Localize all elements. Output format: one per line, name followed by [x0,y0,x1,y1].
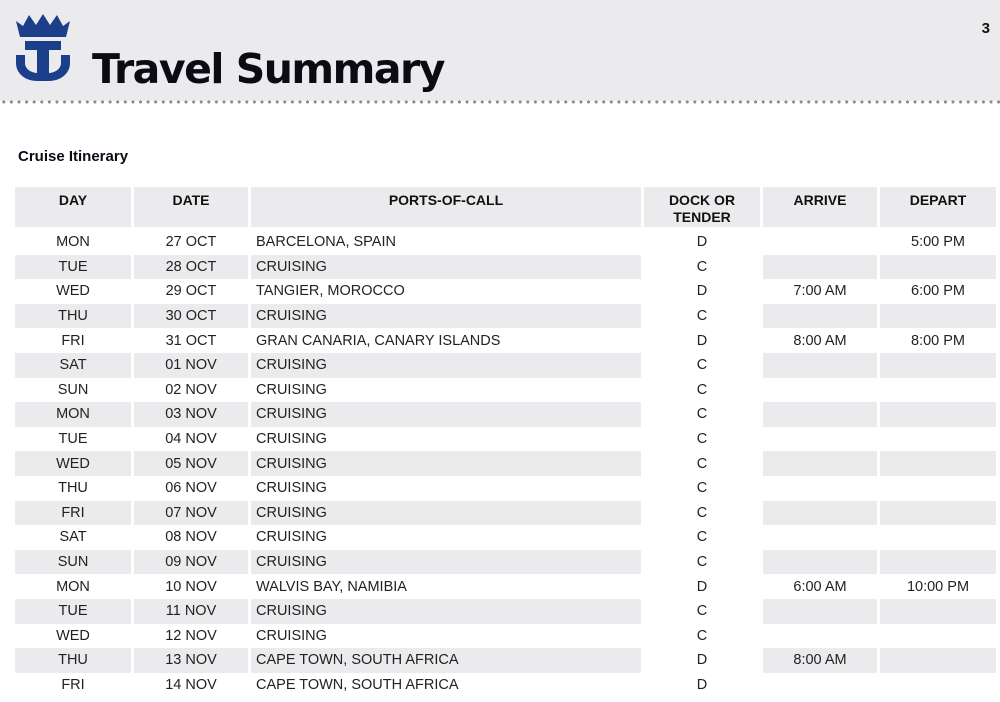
cell-dock: D [644,574,760,599]
table-row [15,328,996,353]
cell-day: MON [15,402,131,427]
cell-arrive [763,230,877,255]
cell-arrive [763,673,877,698]
column-header-day: DAY [15,187,131,230]
cell-dock: C [644,525,760,550]
cell-dock: C [644,599,760,624]
cell-arrive [763,353,877,378]
column-header-ports-of-call: PORTS-OF-CALL [251,187,641,230]
crown-anchor-logo [14,13,72,83]
table-row [15,353,996,378]
table-header-row [15,187,996,230]
table-row [15,255,996,280]
cell-arrive [763,255,877,280]
table-row [15,550,996,575]
cell-arrive: 7:00 AM [763,279,877,304]
cell-day: WED [15,624,131,649]
cell-depart [880,599,996,624]
cell-date: 03 NOV [134,402,248,427]
cell-date: 07 NOV [134,501,248,526]
cell-port: CRUISING [251,624,641,649]
table-row [15,574,996,599]
cell-depart [880,501,996,526]
cell-port: CRUISING [251,501,641,526]
cell-depart: 6:00 PM [880,279,996,304]
cell-depart [880,550,996,575]
cell-date: 10 NOV [134,574,248,599]
cell-dock: C [644,378,760,403]
page-title: Travel Summary [92,45,444,93]
column-header-dock-or-tender: DOCK OR TENDER [644,187,760,230]
cell-date: 05 NOV [134,451,248,476]
table-row [15,673,996,698]
cell-date: 09 NOV [134,550,248,575]
cell-arrive [763,378,877,403]
cell-dock: C [644,304,760,329]
column-header-date: DATE [134,187,248,230]
cell-port: CRUISING [251,353,641,378]
cell-day: FRI [15,501,131,526]
cell-port: CRUISING [251,402,641,427]
table-row [15,476,996,501]
cell-dock: C [644,402,760,427]
cell-day: THU [15,648,131,673]
cell-day: FRI [15,328,131,353]
cell-arrive [763,476,877,501]
cell-dock: C [644,476,760,501]
cell-depart [880,304,996,329]
cell-arrive [763,525,877,550]
cell-arrive [763,402,877,427]
cell-depart [880,673,996,698]
table-row [15,304,996,329]
cell-depart [880,402,996,427]
column-header-depart: DEPART [880,187,996,230]
cell-port: GRAN CANARIA, CANARY ISLANDS [251,328,641,353]
cell-depart [880,427,996,452]
cell-day: MON [15,230,131,255]
cell-depart [880,353,996,378]
cell-arrive: 8:00 AM [763,328,877,353]
cell-date: 14 NOV [134,673,248,698]
table-row [15,378,996,403]
cell-day: SAT [15,525,131,550]
cell-depart [880,378,996,403]
cell-dock: D [644,279,760,304]
cell-dock: C [644,427,760,452]
cell-day: TUE [15,599,131,624]
cell-day: SUN [15,378,131,403]
cell-port: CRUISING [251,525,641,550]
cell-day: MON [15,574,131,599]
cell-arrive [763,501,877,526]
cell-dock: D [644,673,760,698]
table-row [15,501,996,526]
cell-port: BARCELONA, SPAIN [251,230,641,255]
cell-day: WED [15,451,131,476]
cell-date: 06 NOV [134,476,248,501]
cell-dock: C [644,501,760,526]
cell-dock: C [644,451,760,476]
cell-date: 28 OCT [134,255,248,280]
cell-arrive [763,550,877,575]
cell-depart: 8:00 PM [880,328,996,353]
cell-arrive [763,304,877,329]
cell-port: CRUISING [251,451,641,476]
cell-date: 11 NOV [134,599,248,624]
table-row [15,427,996,452]
dotted-divider [0,99,1000,105]
cell-day: SAT [15,353,131,378]
cell-arrive: 8:00 AM [763,648,877,673]
cell-date: 12 NOV [134,624,248,649]
cell-port: CRUISING [251,476,641,501]
table-row [15,624,996,649]
cell-arrive: 6:00 AM [763,574,877,599]
cell-dock: D [644,648,760,673]
cell-date: 08 NOV [134,525,248,550]
cell-port: CRUISING [251,550,641,575]
cell-dock: C [644,624,760,649]
cell-depart [880,624,996,649]
cell-dock: D [644,328,760,353]
cell-port: CAPE TOWN, SOUTH AFRICA [251,648,641,673]
cell-dock: C [644,255,760,280]
cell-arrive [763,427,877,452]
cell-port: TANGIER, MOROCCO [251,279,641,304]
cell-arrive [763,599,877,624]
cell-date: 02 NOV [134,378,248,403]
cell-port: CRUISING [251,255,641,280]
cell-depart [880,525,996,550]
cell-port: CRUISING [251,427,641,452]
cell-day: TUE [15,427,131,452]
itinerary-table [12,187,999,697]
section-title: Cruise Itinerary [18,148,129,165]
cell-date: 30 OCT [134,304,248,329]
cell-arrive [763,451,877,476]
cell-dock: C [644,550,760,575]
table-row [15,402,996,427]
cell-day: THU [15,304,131,329]
cell-dock: D [644,230,760,255]
cell-port: CAPE TOWN, SOUTH AFRICA [251,673,641,698]
cell-date: 13 NOV [134,648,248,673]
cell-day: SUN [15,550,131,575]
page-number: 3 [981,20,990,37]
table-row [15,279,996,304]
table-row [15,230,996,255]
table-row [15,525,996,550]
cell-arrive [763,624,877,649]
table-row [15,648,996,673]
table-row [15,451,996,476]
table-row [15,599,996,624]
cell-depart [880,255,996,280]
cell-port: WALVIS BAY, NAMIBIA [251,574,641,599]
cell-port: CRUISING [251,599,641,624]
cell-depart [880,476,996,501]
cell-port: CRUISING [251,378,641,403]
column-header-arrive: ARRIVE [763,187,877,230]
cell-day: WED [15,279,131,304]
cell-depart: 5:00 PM [880,230,996,255]
cell-port: CRUISING [251,304,641,329]
cell-date: 01 NOV [134,353,248,378]
page-header [0,0,1000,101]
cell-date: 04 NOV [134,427,248,452]
cell-day: TUE [15,255,131,280]
cell-depart [880,451,996,476]
cell-date: 29 OCT [134,279,248,304]
cell-day: FRI [15,673,131,698]
cell-date: 27 OCT [134,230,248,255]
cell-depart [880,648,996,673]
cell-date: 31 OCT [134,328,248,353]
cell-depart: 10:00 PM [880,574,996,599]
cell-dock: C [644,353,760,378]
cell-day: THU [15,476,131,501]
